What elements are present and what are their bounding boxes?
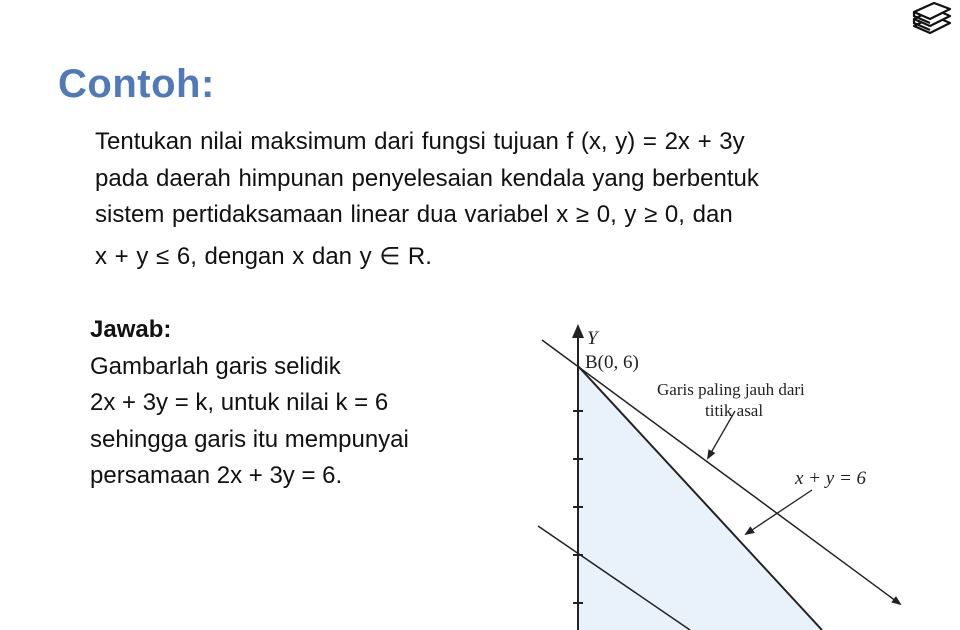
point-b-label: B(0, 6) xyxy=(585,352,639,373)
problem-line-2: pada daerah himpunan penyelesaian kendala yang berbentuk xyxy=(95,164,759,192)
problem-line-3: sistem pertidaksamaan linear dua variabel x ≥ 0, y ≥ 0, dan xyxy=(95,201,733,228)
annotation-far-line-1: Garis paling jauh dari xyxy=(657,380,805,399)
answer-line-4: persamaan 2x + 3y = 6. xyxy=(90,462,343,489)
annotation-arrow-constraint xyxy=(746,490,812,534)
answer-heading: Jawab: xyxy=(90,316,172,343)
annotation-far-line-2: titik asal xyxy=(705,401,764,420)
problem-line-4: x + y ≤ 6, dengan x dan y ∈ R. xyxy=(95,242,432,270)
problem-line-1: Tentukan nilai maksimum dari fungsi tujuan f (x, y) = 2x + 3y xyxy=(95,128,745,155)
problem-statement xyxy=(95,124,925,275)
answer-block xyxy=(90,312,510,495)
answer-line-3: sehingga garis itu mempunyai xyxy=(90,425,409,453)
graph-figure xyxy=(530,318,920,630)
page-title: Contoh: xyxy=(58,62,215,106)
stacked-books-logo-icon xyxy=(910,2,954,36)
annotation-constraint-label: x + y = 6 xyxy=(795,468,867,489)
y-axis-label: Y xyxy=(587,328,598,349)
answer-line-2: 2x + 3y = k, untuk nilai k = 6 xyxy=(90,389,389,416)
y-axis-arrow-icon xyxy=(572,324,584,338)
answer-line-1: Gambarlah garis selidik xyxy=(90,352,341,380)
